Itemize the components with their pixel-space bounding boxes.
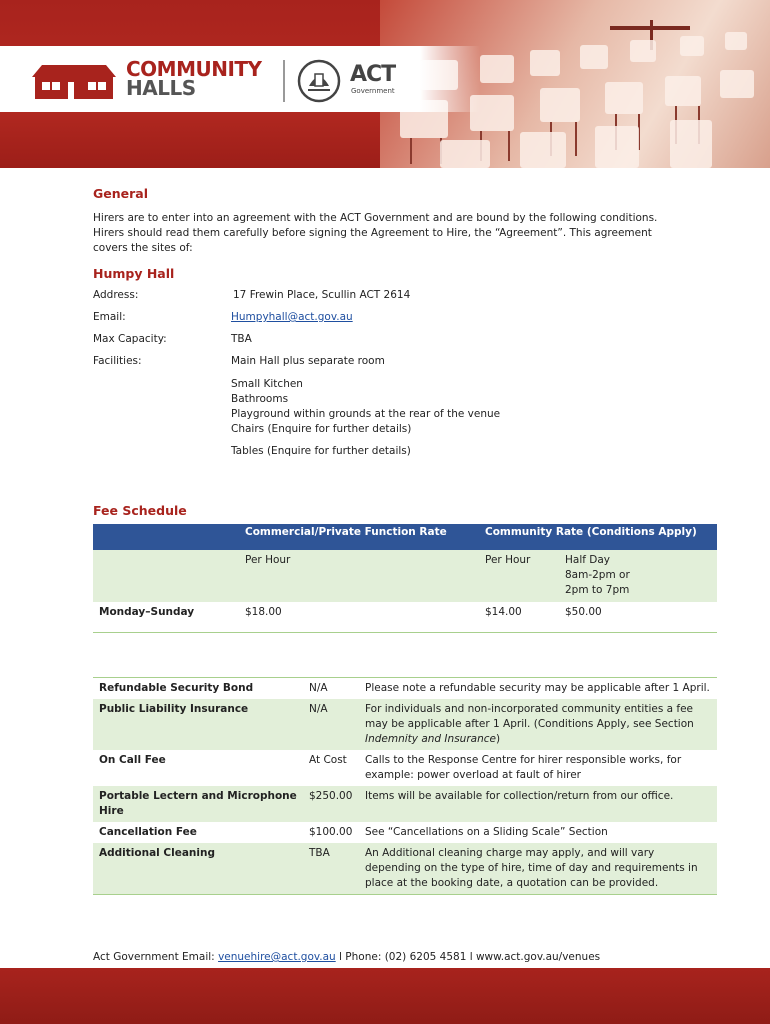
per-hour-community: Per Hour [479,550,559,602]
capacity-row [93,333,717,355]
facility-main: Main Hall plus separate room [231,355,385,367]
act-logo-subtext: Government [351,87,395,95]
facility-tables: Tables (Enquire for further details) [231,445,411,457]
fee-cost: $250.00 [303,786,359,822]
footer-bar [0,968,770,1024]
table-row [93,678,717,700]
header-banner [0,0,770,168]
fee-cost: $100.00 [309,826,353,838]
address-label: Address: [93,289,139,301]
facilities-row [93,355,717,377]
facility-item: Bathrooms [231,393,289,405]
email-label: Email: [93,311,126,323]
fee-note: See “Cancellations on a Sliding Scale” Section [365,826,608,838]
half-day-rate: $50.00 [559,602,717,632]
table-header-blank [93,524,239,550]
fee-schedule-heading: Fee Schedule [93,503,187,518]
facility-item: Playground within grounds at the rear of the venue [231,408,501,420]
half-day-times: 2pm to 7pm [565,584,630,596]
community-rate: $14.00 [479,602,559,632]
intro-line: covers the sites of: [93,242,193,254]
fee-note-text: For individuals and non-incorporated community entities a fee may be applicable after 1 April. (Conditions Apply, see Section [365,703,694,730]
table-row [93,750,717,786]
facility-item: Small Kitchen [231,378,303,390]
table-row [93,843,717,895]
fee-note: Calls to the Response Centre for hirer responsible works, for example: power overload at fault of hirer [365,754,682,781]
hall-name: Humpy Hall [93,266,175,281]
fee-item: Additional Cleaning [93,843,303,895]
facility-item: Chairs (Enquire for further details) [231,423,412,435]
table-row [93,602,717,632]
rate-unit-row [93,550,717,602]
half-day-label: Half Day [565,554,611,566]
fee-item: Refundable Security Bond [99,682,254,694]
half-day-times: 8am-2pm or [565,569,630,581]
commercial-rate: $18.00 [239,602,479,632]
hall-email-link[interactable]: Humpyhall@act.gov.au [231,311,353,323]
facilities-label: Facilities: [93,355,142,367]
fee-note [359,699,717,750]
footer-contact [93,951,600,963]
logo-line2: HALLS [126,76,196,100]
col-commercial-header: Commercial/Private Function Rate [239,524,479,550]
half-day-cell [559,550,717,602]
fee-cost: TBA [303,843,359,895]
address-row [93,289,717,311]
footer-suffix: l Phone: (02) 6205 4581 l www.act.gov.au/venues [335,951,601,963]
general-heading: General [93,186,148,201]
col-community-header: Community Rate (Conditions Apply) [479,524,717,550]
table-row [93,699,717,750]
day-label: Monday–Sunday [93,602,239,632]
house-icon [32,63,116,99]
fee-schedule-table [93,524,717,633]
fee-item: On Call Fee [99,754,166,766]
fee-note: An Additional cleaning charge may apply, and will vary depending on the type of hire, time of day and requirements in place at the booking date, a quotation can be provided. [359,843,717,895]
facilities-list [93,377,717,445]
fee-cost: At Cost [309,754,347,766]
intro-line: Hirers are to enter into an agreement with the ACT Government and are bound by the following conditions. [93,212,658,224]
footer-prefix: Act Government Email: [93,951,219,963]
community-halls-logo [126,57,262,100]
fee-note: Please note a refundable security may be applicable after 1 April. [365,682,710,694]
table-row [93,822,717,843]
capacity-label: Max Capacity: [93,333,167,345]
table-row [93,786,717,822]
per-hour-commercial: Per Hour [239,550,479,602]
document-body [93,186,717,518]
fee-item: Cancellation Fee [99,826,197,838]
footer-email-link[interactable]: venuehire@act.gov.au [218,951,336,963]
fee-cost: N/A [303,699,359,750]
fee-cost: N/A [309,682,328,694]
facility-tables-row [93,445,717,467]
fee-item: Portable Lectern and Microphone Hire [93,786,303,822]
additional-fees-table [93,677,717,895]
intro-line: Hirers should read them carefully before signing the Agreement to Hire, the “Agreement”. This agreement [93,227,652,239]
address-value: 17 Frewin Place, Scullin ACT 2614 [233,289,411,301]
act-logo-text: ACT [350,62,396,87]
fee-item: Public Liability Insurance [93,699,303,750]
fee-note-end: ) [495,733,501,745]
email-row [93,311,717,333]
fee-note: Items will be available for collection/return from our office. [359,786,717,822]
rate-unit-blank [93,550,239,602]
fee-note-italic: Indemnity and Insurance [365,733,496,745]
logo-line1: COMMUNITY [126,57,262,81]
table-header-row [93,524,717,550]
general-intro [93,211,673,256]
logo-divider [283,60,285,102]
coat-of-arms-icon [296,58,342,104]
capacity-value: TBA [231,333,252,345]
